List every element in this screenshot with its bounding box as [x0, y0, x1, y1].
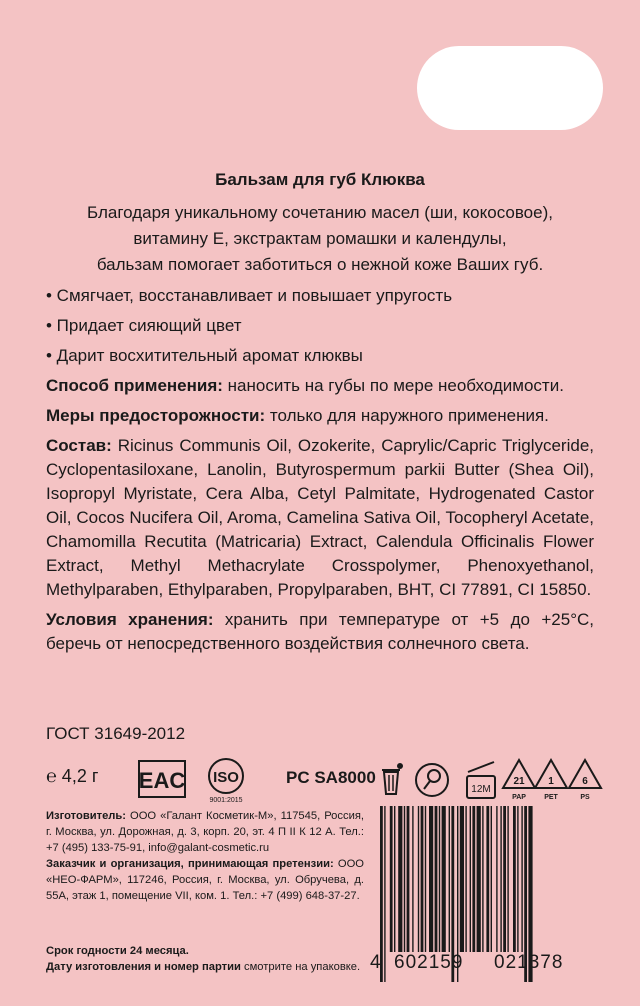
batch-info-text: смотрите на упаковке.	[240, 961, 361, 973]
customer-text: ООО «НЕО-ФАРМ», 117246, Россия, г. Москва, ул. Обручева, д. 55А, этаж 1, помещение VII, ком. 1. Тел.: +7 (499) 648-37-27.	[46, 858, 364, 902]
barcode-bar	[429, 806, 433, 952]
intro-line: витамину Е, экстрактам ромашки и календулы,	[133, 229, 507, 248]
certification-marks	[46, 756, 606, 804]
barcode-bar	[412, 806, 413, 952]
intro-line: Благодаря уникальному сочетанию масел (ши, кокосовое),	[87, 203, 553, 222]
storage-label: Условия хранения:	[46, 610, 214, 629]
barcode-first-digit: 4	[370, 952, 382, 973]
caution-text	[46, 404, 594, 428]
barcode-bar	[404, 806, 405, 952]
barcode-bar	[477, 806, 481, 952]
shelf-life-info	[46, 943, 364, 975]
iso-label: ISO	[213, 769, 239, 786]
iso-sub-label: 9001:2015	[209, 797, 243, 804]
barcode-bar	[449, 806, 450, 952]
barcode-bar	[460, 806, 464, 952]
barcode-bar	[418, 806, 419, 952]
barcode-bar	[496, 806, 497, 952]
net-weight: ℮ 4,2 г	[46, 766, 99, 786]
usage-text	[46, 374, 594, 398]
composition-text	[46, 434, 594, 602]
hang-hole	[417, 46, 603, 130]
barcode-bar	[470, 806, 471, 952]
benefit-item: • Дарит восхитительный аромат клюквы	[46, 346, 363, 365]
open-container-icon	[414, 762, 450, 798]
barcode-group-2: 021378	[494, 952, 564, 973]
manufacturer-info	[46, 808, 364, 856]
barcode-bar	[394, 806, 395, 952]
barcode-bar	[503, 806, 506, 952]
storage-value: хранить при температуре от +5 до +25°С, беречь от непосредственного воздействия солнечного света.	[46, 610, 595, 653]
barcode-bar	[472, 806, 475, 952]
pao-label: 12M	[471, 784, 491, 795]
customer-info	[46, 856, 364, 904]
barcode-bar	[500, 806, 501, 952]
barcode-bar	[421, 806, 424, 952]
barcode-bar	[442, 806, 446, 952]
sa8000-mark: PC SA8000	[286, 768, 376, 787]
barcode-bar	[465, 806, 466, 952]
barcode-bar	[390, 806, 393, 952]
description-block	[46, 170, 594, 662]
recycle-num: 1	[548, 776, 554, 787]
manufacturer-label: Изготовитель:	[46, 810, 126, 822]
recycle-pet-icon	[532, 756, 570, 800]
product-title: Бальзам для губ Клюква	[215, 170, 425, 189]
recycle-num: 21	[513, 776, 525, 787]
barcode-bar	[491, 806, 492, 952]
barcode-bar	[407, 806, 410, 952]
eac-mark-icon	[138, 760, 186, 798]
usage-label: Способ применения:	[46, 376, 223, 395]
customer-label: Заказчик и организация, принимающая претензии:	[46, 858, 334, 870]
barcode-bar	[513, 806, 516, 952]
benefit-item: • Смягчает, восстанавливает и повышает упругость	[46, 286, 453, 305]
recycle-label: PAP	[512, 794, 526, 800]
batch-info-label: Дату изготовления и номер партии	[46, 961, 241, 973]
shelf-life-text: Срок годности 24 месяца.	[46, 945, 189, 957]
barcode-bar	[439, 806, 440, 952]
barcode-bar	[482, 806, 483, 952]
usage-value: наносить на губы по мере необходимости.	[222, 376, 564, 395]
manufacturer-text: ООО «Галант Косметик-М», 117545, Россия, г. Москва, ул. Дорожная, д. 3, корп. 20, эт. 4 П II К 12 А. Тел.: +7 (495) 133-75-91, info@galant-cosmetic.ru	[46, 810, 364, 854]
recycle-ps-icon	[566, 756, 604, 800]
pao-jar-icon	[462, 758, 500, 802]
recycle-label: PS	[580, 794, 590, 800]
barcode-bar	[521, 806, 522, 952]
barcode-bar	[435, 806, 438, 952]
iso-mark-icon	[202, 756, 250, 804]
barcode-group-1: 602159	[394, 952, 464, 973]
caution-label: Меры предосторожности:	[46, 406, 266, 425]
benefit-item: • Придает сияющий цвет	[46, 316, 242, 335]
gost-standard: ГОСТ 31649-2012	[46, 724, 186, 743]
recycle-num: 6	[582, 776, 588, 787]
recycle-label: PET	[544, 794, 558, 800]
composition-value: Ricinus Communis Oil, Ozokerite, Caprylic/Capric Triglyceride, Cyclopentasiloxane, Lanolin, Butyrospermum parkii Butter (Shea Oil), Isopropyl Myristate, Cera Alba, Cetyl Palmitate, Hydrogenated Castor Oil, Cocos Nucifera Oil, Aroma, Camelina Sativa Oil, Tocopheryl Acetate, Chamomilla Recutita (Matricaria) Extract, Calendula Officinalis Flower Extract, Methyl Methacrylate Crosspolymer, Phenoxyethanol, Methylparaben, Ethylparaben, Propylparaben, BHT, CI 77891, CI 15850.	[46, 436, 594, 599]
barcode-bar	[486, 806, 489, 952]
composition-label: Состав:	[46, 436, 112, 455]
barcode-bar	[517, 806, 518, 952]
batch-info-line	[46, 959, 364, 975]
trash-bin-icon	[376, 762, 406, 800]
caution-value: только для наружного применения.	[265, 406, 549, 425]
storage-text	[46, 608, 594, 656]
eac-label: EAC	[138, 768, 186, 793]
product-intro	[46, 200, 594, 278]
barcode-bar	[398, 806, 402, 952]
intro-line: бальзам помогает заботиться о нежной коже Ваших губ.	[96, 255, 544, 274]
shelf-life-line	[46, 943, 364, 959]
barcode-bar	[425, 806, 426, 952]
barcode-bar	[384, 806, 385, 982]
barcode-bar	[507, 806, 508, 952]
